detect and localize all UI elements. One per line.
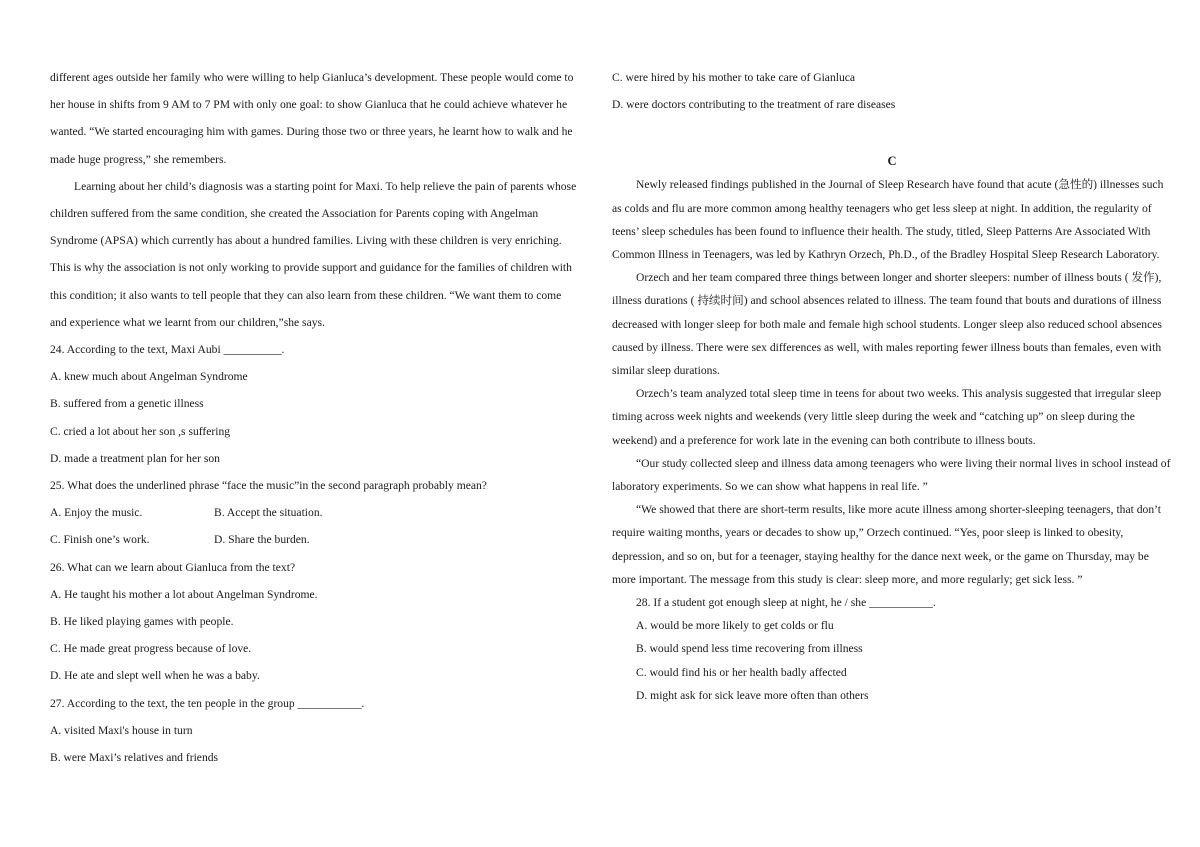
q28-option-d: D. might ask for sick leave more often than others [636,688,869,702]
q24-option-a: A. knew much about Angelman Syndrome [50,370,248,384]
q25-options-row-2 [50,526,578,553]
passage-c-paragraph-4: “Our study collected sleep and illness data among teenagers who were living their normal lives in school instead of laboratory experiments. So we can show what happens in real life. ” [612,456,1171,494]
question-26: 26. What can we learn about Gianluca from the text? [50,560,296,574]
q28-option-a: A. would be more likely to get colds or flu [636,619,834,633]
q25-option-c: C. Finish one’s work. [50,533,150,547]
question-27: 27. According to the text, the ten people in the group ___________. [50,696,365,710]
section-c-heading: C [887,154,897,169]
passage-c-paragraph-2: Orzech and her team compared three things between longer and shorter sleepers: number of illness bouts ( 发作), illness durations ( 持续时间) and school absences related to illness. The team found that bouts and durations of illness decreased with longer sleep for both male and female high school students. Longer sleep also reduced school absences caused by illness. There were sex differences as well, with males reporting fewer illness bouts than females, even with similar sleep durations. [612,271,1162,378]
right-column [612,64,1172,707]
q27-continued-options [612,64,1172,118]
q26-option-b: B. He liked playing games with people. [50,615,234,629]
left-column [50,64,578,771]
q25-option-a: A. Enjoy the music. [50,506,143,520]
q26-option-c: C. He made great progress because of love. [50,642,252,656]
q27-option-d: D. were doctors contributing to the treatment of rare diseases [612,98,896,112]
passage-b-paragraph-2: Learning about her child’s diagnosis was a starting point for Maxi. To help relieve the pain of parents whose children suffered from the same condition, she created the Association for Parents coping with Angelman Syndrome (APSA) which currently has about a hundred families. Living with these children is very enriching. This is why the association is not only working to provide support and guidance for the families of children with this condition; it also wants to tell people that they can also learn from these children. “We want them to come and experience what we learnt from our children,”she says. [50,179,577,329]
question-25: 25. What does the underlined phrase “face the music”in the second paragraph probably mean? [50,479,487,493]
passage-c [612,173,1172,707]
q27-option-c: C. were hired by his mother to take care of Gianluca [612,71,856,84]
q24-option-b: B. suffered from a genetic illness [50,397,204,411]
passage-c-paragraph-3: Orzech’s team analyzed total sleep time in teens for about two weeks. This analysis suggested that irregular sleep timing across week nights and weekends (very little sleep during the week and “catching up” on sleep during the weekend) and a preference for work late in the evening can both contribute to illness bouts. [612,387,1162,447]
q25-option-d: D. Share the burden. [214,533,310,547]
q28-option-c: C. would find his or her health badly affected [636,665,847,679]
passage-b-paragraph-1: different ages outside her family who were willing to help Gianluca’s development. These people would come to her house in shifts from 9 AM to 7 PM with only one goal: to show Gianluca that he could achieve whatever he wanted. “We started encouraging him with games. During those two or three years, he learnt how to walk and he made huge progress,” she remembers. [50,71,574,166]
q24-option-c: C. cried a lot about her son ,s suffering [50,424,231,438]
passage-c-paragraph-1: Newly released findings published in the Journal of Sleep Research have found that acute (急性的) illnesses such as colds and flu are more common among healthy teenagers who get less sleep at night. In addition, the regularity of teens’ sleep schedules has been found to influence their health. The study, titled, Sleep Patterns Are Associated With Common Illness in Teenagers, was led by Kathryn Orzech, Ph.D., of the Bradley Hospital Sleep Research Laboratory. [612,178,1164,262]
q24-option-d: D. made a treatment plan for her son [50,451,220,465]
q25-options-row-1 [50,499,578,526]
question-28: 28. If a student got enough sleep at night, he / she ___________. [636,596,936,610]
q25-option-b: B. Accept the situation. [214,506,323,520]
q27-option-b: B. were Maxi’s relatives and friends [50,751,219,765]
q28-option-b: B. would spend less time recovering from illness [636,642,863,656]
q26-option-a: A. He taught his mother a lot about Angelman Syndrome. [50,587,318,601]
q26-option-d: D. He ate and slept well when he was a baby. [50,669,260,683]
question-24: 24. According to the text, Maxi Aubi __________. [50,343,285,357]
q27-option-a: A. visited Maxi's house in turn [50,723,193,737]
passage-c-paragraph-5: “We showed that there are short-term results, like more acute illness among shorter-sleeping teenagers, that don’t require waiting months, years or decades to show up,” Orzech continued. “Yes, poor sleep is linked to obesity, depression, and so on, but for a teenager, staying healthy for the dance next week, or the game on Thursday, may be more important. The message from this study is clear: sleep more, and more regularly; get sick less. ” [612,503,1161,586]
